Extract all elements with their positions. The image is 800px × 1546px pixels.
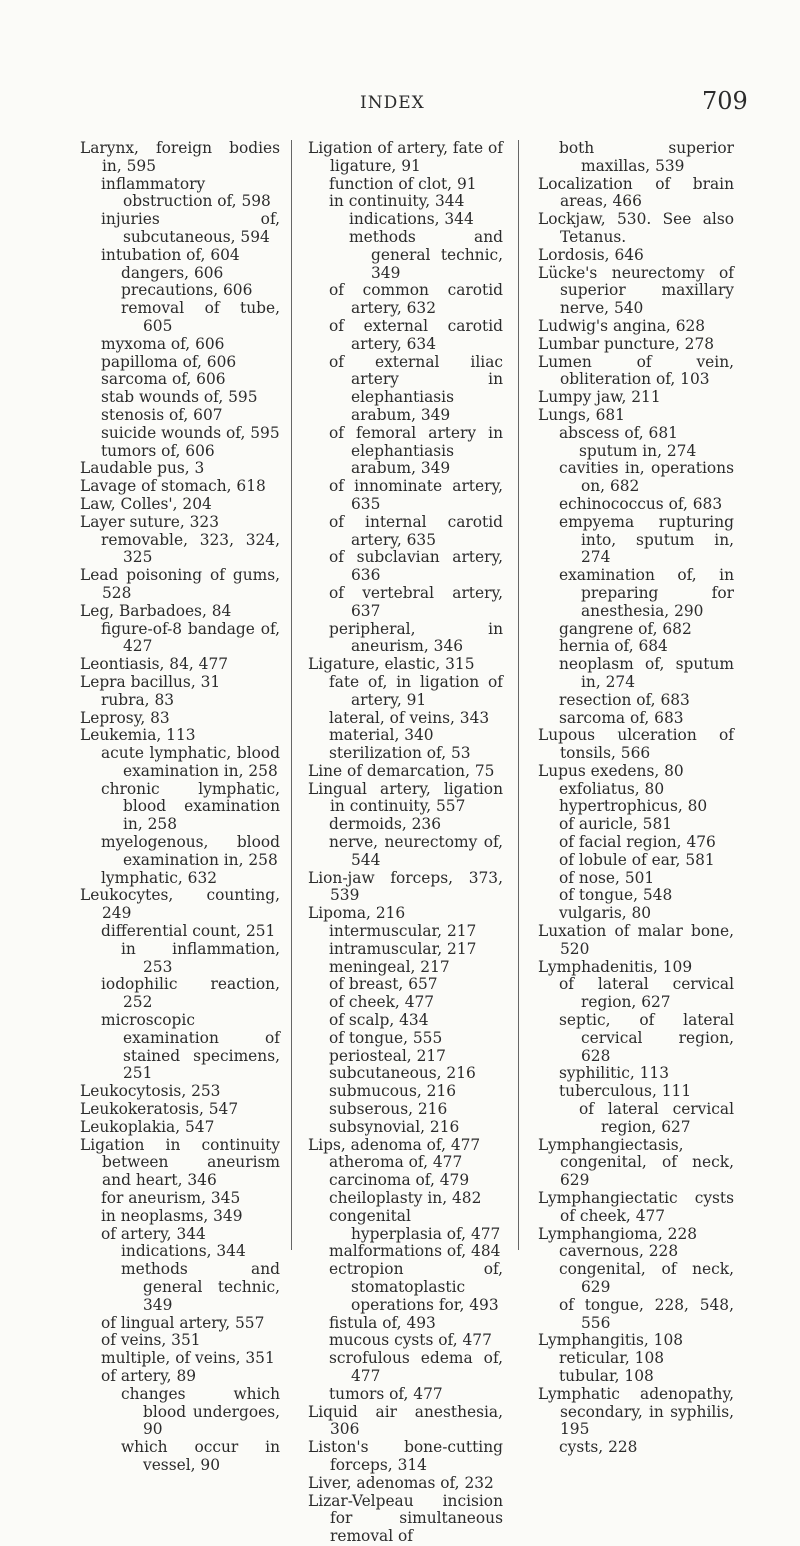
index-entry: Leg, Barbadoes, 84 — [80, 601, 232, 620]
index-entry: Lips, adenoma of, 477 — [308, 1135, 481, 1154]
index-entry: hernia of, 684 — [559, 637, 668, 656]
index-entry: nerve, neurectomy of, 544 — [329, 833, 503, 869]
index-entry: Larynx, foreign bodies in, 595 — [80, 139, 280, 175]
index-entry: dermoids, 236 — [329, 815, 442, 834]
index-entry: of artery, 89 — [101, 1366, 197, 1385]
index-entry: of artery, 344 — [101, 1224, 206, 1243]
index-entry: Localization of brain areas, 466 — [538, 174, 734, 211]
index-entry: in inflammation, 253 — [121, 939, 280, 976]
index-entry: Lavage of stomach, 618 — [80, 477, 266, 496]
index-entry: Ligation of artery, fate of ligature, 91 — [308, 139, 503, 175]
index-entry: papilloma of, 606 — [101, 352, 237, 371]
index-entry: suicide wounds of, 595 — [101, 423, 280, 442]
index-entry: of internal carotid artery, 635 — [329, 512, 503, 549]
index-entry: Leukoplakia, 547 — [80, 1117, 215, 1136]
index-entry: congenital hyperplasia of, 477 — [329, 1206, 501, 1243]
index-entry: material, 340 — [329, 726, 434, 745]
index-entry: of lateral cervical region, 627 — [579, 1100, 734, 1136]
index-entry: indications, 344 — [349, 210, 474, 229]
index-entry: lymphatic, 632 — [101, 868, 218, 887]
index-entry: carcinoma of, 479 — [329, 1171, 470, 1190]
index-entry: Law, Colles', 204 — [80, 494, 212, 513]
index-entry: exfoliatus, 80 — [559, 779, 665, 798]
index-entry: cavernous, 228 — [559, 1242, 679, 1261]
index-entry: microscopic examination of stained specimens, 251 — [101, 1011, 280, 1083]
index-entry: mucous cysts of, 477 — [329, 1331, 492, 1350]
index-entry: of tongue, 555 — [329, 1028, 443, 1047]
index-column-3 — [538, 140, 734, 1457]
index-entry: cavities in, operations on, 682 — [559, 459, 734, 496]
index-entry: of subclavian artery, 636 — [329, 548, 503, 585]
index-column-1 — [80, 140, 280, 1475]
index-entry: of auricle, 581 — [559, 815, 673, 834]
index-entry: Lingual artery, ligation in continuity, 557 — [308, 779, 503, 816]
index-entry: Lion-jaw forceps, 373, 539 — [308, 868, 503, 905]
index-entry: of external iliac artery in elephantiasis arabum, 349 — [329, 352, 503, 424]
index-entry: sputum in, 274 — [579, 441, 697, 460]
index-entry: Ligation in continuity between aneurism and heart, 346 — [80, 1135, 280, 1190]
index-entry: dangers, 606 — [121, 263, 224, 282]
index-entry: subserous, 216 — [329, 1100, 448, 1119]
index-entry: vulgaris, 80 — [559, 904, 652, 923]
index-entry: Lizar-Velpeau incision for simultaneous removal of — [308, 1491, 503, 1546]
index-entry: of breast, 657 — [329, 975, 438, 994]
index-entry: subsynovial, 216 — [329, 1117, 460, 1136]
index-entry: Lordosis, 646 — [538, 245, 644, 264]
index-entry: Line of demarcation, 75 — [308, 761, 495, 780]
index-entry: of lobule of ear, 581 — [559, 850, 715, 869]
index-entry: Ludwig's angina, 628 — [538, 316, 706, 335]
index-entry: echinococcus of, 683 — [559, 494, 723, 513]
index-entry: Lupus exedens, 80 — [538, 761, 684, 780]
index-entry: function of clot, 91 — [329, 174, 477, 193]
index-entry: figure-of-8 bandage of, 427 — [101, 619, 280, 656]
index-entry: methods and general technic, 349 — [349, 227, 503, 282]
page-header — [0, 87, 800, 123]
index-entry: removal of tube, 605 — [121, 299, 280, 335]
index-entry: ectropion of, stomatoplastic operations for, 493 — [329, 1260, 503, 1314]
index-entry: Leontiasis, 84, 477 — [80, 655, 229, 674]
index-entry: Lepra bacillus, 31 — [80, 672, 221, 691]
index-entry: of nose, 501 — [559, 868, 655, 887]
index-entry: inflammatory obstruction of, 598 — [101, 174, 271, 211]
index-entry: iodophilic reaction, 252 — [101, 975, 280, 1012]
index-entry: hypertrophicus, 80 — [559, 797, 708, 816]
index-entry: Lead poisoning of gums, 528 — [80, 566, 280, 602]
index-entry: Lymphangitis, 108 — [538, 1331, 684, 1350]
index-entry: stenosis of, 607 — [101, 405, 223, 424]
index-entry: Lungs, 681 — [538, 405, 625, 424]
index-entry: of tongue, 228, 548, 556 — [559, 1295, 734, 1332]
index-entry: Ligature, elastic, 315 — [308, 655, 475, 674]
index-entry: empyema rupturing into, sputum in, 274 — [559, 512, 734, 567]
index-entry: Lumen of vein, obliteration of, 103 — [538, 352, 734, 389]
index-column-2 — [308, 140, 503, 1546]
index-entry: chronic lymphatic, blood examination in, 258 — [101, 779, 280, 834]
index-entry: Lymphadenitis, 109 — [538, 957, 693, 976]
index-entry: subcutaneous, 216 — [329, 1064, 476, 1083]
index-entry: intubation of, 604 — [101, 245, 240, 264]
index-entry: fate of, in ligation of artery, 91 — [329, 672, 503, 709]
index-entry: abscess of, 681 — [559, 423, 678, 442]
index-entry: Leukemia, 113 — [80, 726, 196, 745]
index-entry: changes which blood undergoes, 90 — [121, 1384, 280, 1439]
index-entry: tumors of, 477 — [329, 1384, 443, 1403]
index-entry: of vertebral artery, 637 — [329, 583, 503, 620]
index-entry: Luxation of malar bone, 520 — [538, 922, 734, 958]
index-entry: tuberculous, 111 — [559, 1082, 692, 1101]
index-entry: Liquid air anesthesia, 306 — [308, 1402, 503, 1439]
index-entry: tubular, 108 — [559, 1366, 654, 1385]
index-entry: Leukocytes, counting, 249 — [80, 886, 280, 923]
index-entry: tumors of, 606 — [101, 441, 215, 460]
index-entry: intramuscular, 217 — [329, 939, 477, 958]
index-entry: of femoral artery in elephantiasis arabum, 349 — [329, 423, 503, 478]
index-entry: of veins, 351 — [101, 1331, 201, 1350]
index-entry: neoplasm of, sputum in, 274 — [559, 655, 734, 691]
index-entry: cysts, 228 — [559, 1438, 638, 1457]
index-entry: Lumpy jaw, 211 — [538, 388, 661, 407]
index-entry: acute lymphatic, blood examination in, 258 — [101, 744, 280, 780]
index-entry: myelogenous, blood examination in, 258 — [101, 833, 280, 869]
index-entry: peripheral, in aneurism, 346 — [329, 619, 503, 656]
index-entry: methods and general technic, 349 — [121, 1260, 280, 1314]
index-entry: Lipoma, 216 — [308, 904, 406, 923]
index-entry: rubra, 83 — [101, 690, 175, 709]
index-entry: lateral, of veins, 343 — [329, 708, 490, 727]
index-entry: Liston's bone-cutting forceps, 314 — [308, 1438, 503, 1474]
index-entry: precautions, 606 — [121, 281, 253, 300]
index-entry: of lingual artery, 557 — [101, 1313, 265, 1332]
index-entry: of external carotid artery, 634 — [329, 316, 503, 353]
index-entry: Lockjaw, 530. See also Tetanus. — [538, 210, 734, 246]
index-entry: of tongue, 548 — [559, 886, 673, 905]
index-entry: Lymphangiectatic cysts of cheek, 477 — [538, 1189, 734, 1225]
index-entry: Leprosy, 83 — [80, 708, 170, 727]
index-entry: Lumbar puncture, 278 — [538, 334, 715, 353]
index-entry: Lupous ulceration of tonsils, 566 — [538, 726, 734, 763]
index-entry: for aneurism, 345 — [101, 1189, 241, 1208]
index-entry: of innominate artery, 635 — [329, 477, 503, 513]
index-entry: differential count, 251 — [101, 922, 276, 941]
index-entry: syphilitic, 113 — [559, 1064, 670, 1083]
running-title: INDEX — [360, 93, 425, 113]
index-entry: congenital, of neck, 629 — [559, 1260, 734, 1296]
index-entry: Lymphangiectasis, congenital, of neck, 629 — [538, 1135, 734, 1190]
index-entry: Layer suture, 323 — [80, 512, 219, 531]
index-entry: of scalp, 434 — [329, 1011, 429, 1030]
index-entry: resection of, 683 — [559, 690, 690, 709]
index-entry: both superior maxillas, 539 — [559, 139, 734, 175]
index-entry: Laudable pus, 3 — [80, 459, 205, 478]
column-divider — [291, 140, 292, 1250]
index-entry: which occur in vessel, 90 — [121, 1438, 280, 1474]
index-entry: gangrene of, 682 — [559, 619, 692, 638]
index-entry: atheroma of, 477 — [329, 1153, 463, 1172]
index-entry: sarcoma of, 606 — [101, 370, 226, 389]
index-entry: injuries of, subcutaneous, 594 — [101, 210, 280, 246]
index-entry: submucous, 216 — [329, 1082, 457, 1101]
index-entry: reticular, 108 — [559, 1349, 665, 1368]
index-entry: meningeal, 217 — [329, 957, 450, 976]
index-entry: Lücke's neurectomy of superior maxillary nerve, 540 — [538, 263, 734, 318]
index-entry: of cheek, 477 — [329, 993, 435, 1012]
index-entry: multiple, of veins, 351 — [101, 1349, 275, 1368]
index-entry: septic, of lateral cervical region, 628 — [559, 1011, 734, 1065]
index-entry: indications, 344 — [121, 1242, 246, 1261]
index-entry: in neoplasms, 349 — [101, 1206, 243, 1225]
index-entry: myxoma of, 606 — [101, 334, 225, 353]
index-entry: periosteal, 217 — [329, 1046, 446, 1065]
index-entry: of lateral cervical region, 627 — [559, 975, 734, 1012]
index-entry: sarcoma of, 683 — [559, 708, 684, 727]
index-entry: sterilization of, 53 — [329, 744, 471, 763]
index-entry: stab wounds of, 595 — [101, 388, 258, 407]
page-number: 709 — [702, 87, 748, 115]
index-entry: scrofulous edema of, 477 — [329, 1349, 503, 1385]
index-entry: malformations of, 484 — [329, 1242, 501, 1261]
index-entry: Leukokeratosis, 547 — [80, 1100, 239, 1119]
index-entry: Liver, adenomas of, 232 — [308, 1473, 494, 1492]
index-entry: cheiloplasty in, 482 — [329, 1189, 482, 1208]
column-divider — [518, 140, 519, 1250]
index-entry: in continuity, 344 — [329, 192, 465, 211]
index-entry: Lymphangioma, 228 — [538, 1224, 698, 1243]
index-entry: Leukocytosis, 253 — [80, 1082, 221, 1101]
index-entry: intermuscular, 217 — [329, 922, 477, 941]
index-entry: of facial region, 476 — [559, 833, 716, 852]
index-entry: of common carotid artery, 632 — [329, 281, 503, 318]
index-entry: fistula of, 493 — [329, 1313, 436, 1332]
index-entry: removable, 323, 324, 325 — [101, 530, 280, 567]
index-entry: Lymphatic adenopathy, secondary, in syphilis, 195 — [538, 1384, 734, 1439]
index-entry: examination of, in preparing for anesthesia, 290 — [559, 566, 734, 620]
